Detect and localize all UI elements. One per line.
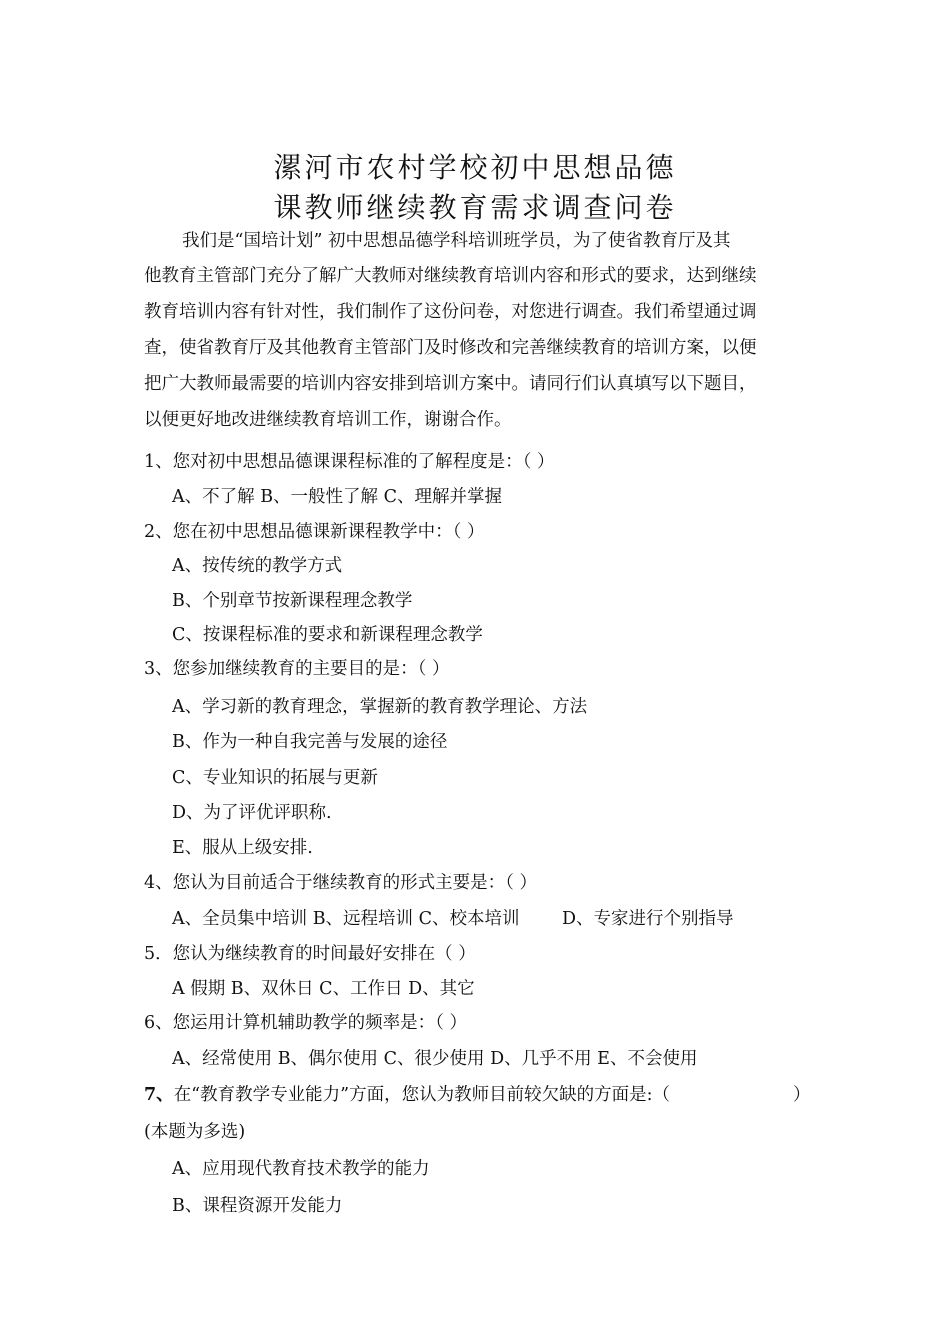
- question-option: A、不了解 B、一般性了解 C、理解并掌握: [172, 487, 503, 507]
- question-option: A、应用现代教育技术教学的能力: [172, 1159, 430, 1179]
- question-option: C、专业知识的拓展与更新: [172, 768, 378, 788]
- question-option: A、按传统的教学方式: [172, 556, 343, 576]
- intro-line: 以便更好地改进继续教育培训工作，谢谢合作。: [144, 410, 512, 430]
- question-option: B、个别章节按新课程理念教学: [172, 591, 413, 611]
- question-close-paren: ）: [793, 1085, 811, 1105]
- intro-line: 查，使省教育厅及其他教育主管部门及时修改和完善继续教育的培训方案，以便: [144, 338, 757, 358]
- question-text: 3、您参加继续教育的主要目的是：（ ）: [144, 659, 450, 679]
- question-text-row: [144, 1083, 670, 1107]
- question-text: 在“教育教学专业能力”方面，您认为教师目前较欠缺的方面是:（: [173, 1085, 670, 1105]
- question-option: A、全员集中培训 B、远程培训 C、校本培训: [172, 909, 520, 929]
- question-option: A 假期 B、双休日 C、工作日 D、其它: [172, 979, 475, 999]
- document-title-line-2: 课教师继续教育需求调查问卷: [273, 191, 677, 224]
- question-option: B、课程资源开发能力: [172, 1196, 343, 1216]
- document-title-line-1: 漯河市农村学校初中思想品德: [273, 151, 677, 184]
- question-option: A、经常使用 B、偶尔使用 C、很少使用 D、几乎不用 E、不会使用: [172, 1049, 698, 1069]
- question-number: 7、: [144, 1085, 174, 1105]
- question-note: (本题为多选): [144, 1122, 246, 1142]
- question-text: 6、您运用计算机辅助教学的频率是：（ ）: [144, 1013, 467, 1033]
- question-text: 5．您认为继续教育的时间最好安排在（ ）: [144, 944, 476, 964]
- question-option: B、作为一种自我完善与发展的途径: [172, 732, 448, 752]
- question-option: A、学习新的教育理念，掌握新的教育教学理论、方法: [172, 697, 588, 717]
- intro-line: 他教育主管部门充分了解广大教师对继续教育培训内容和形式的要求，达到继续: [144, 266, 757, 286]
- intro-line: 把广大教师最需要的培训内容安排到培训方案中。请同行们认真填写以下题目，: [144, 374, 757, 394]
- question-option: D、专家进行个别指导: [562, 909, 734, 929]
- question-text: 4、您认为目前适合于继续教育的形式主要是：（ ）: [144, 873, 537, 893]
- question-option: D、为了评优评职称.: [172, 803, 332, 823]
- question-option: C、按课程标准的要求和新课程理念教学: [172, 625, 483, 645]
- question-text: 2、您在初中思想品德课新课程教学中：（ ）: [144, 522, 485, 542]
- intro-line: 教育培训内容有针对性，我们制作了这份问卷，对您进行调查。我们希望通过调: [144, 302, 757, 322]
- question-option: E、服从上级安排.: [172, 838, 313, 858]
- question-text: 1、您对初中思想品德课课程标准的了解程度是：（ ）: [144, 452, 555, 472]
- intro-line: 我们是“国培计划” 初中思想品德学科培训班学员，为了使省教育厅及其: [182, 231, 731, 251]
